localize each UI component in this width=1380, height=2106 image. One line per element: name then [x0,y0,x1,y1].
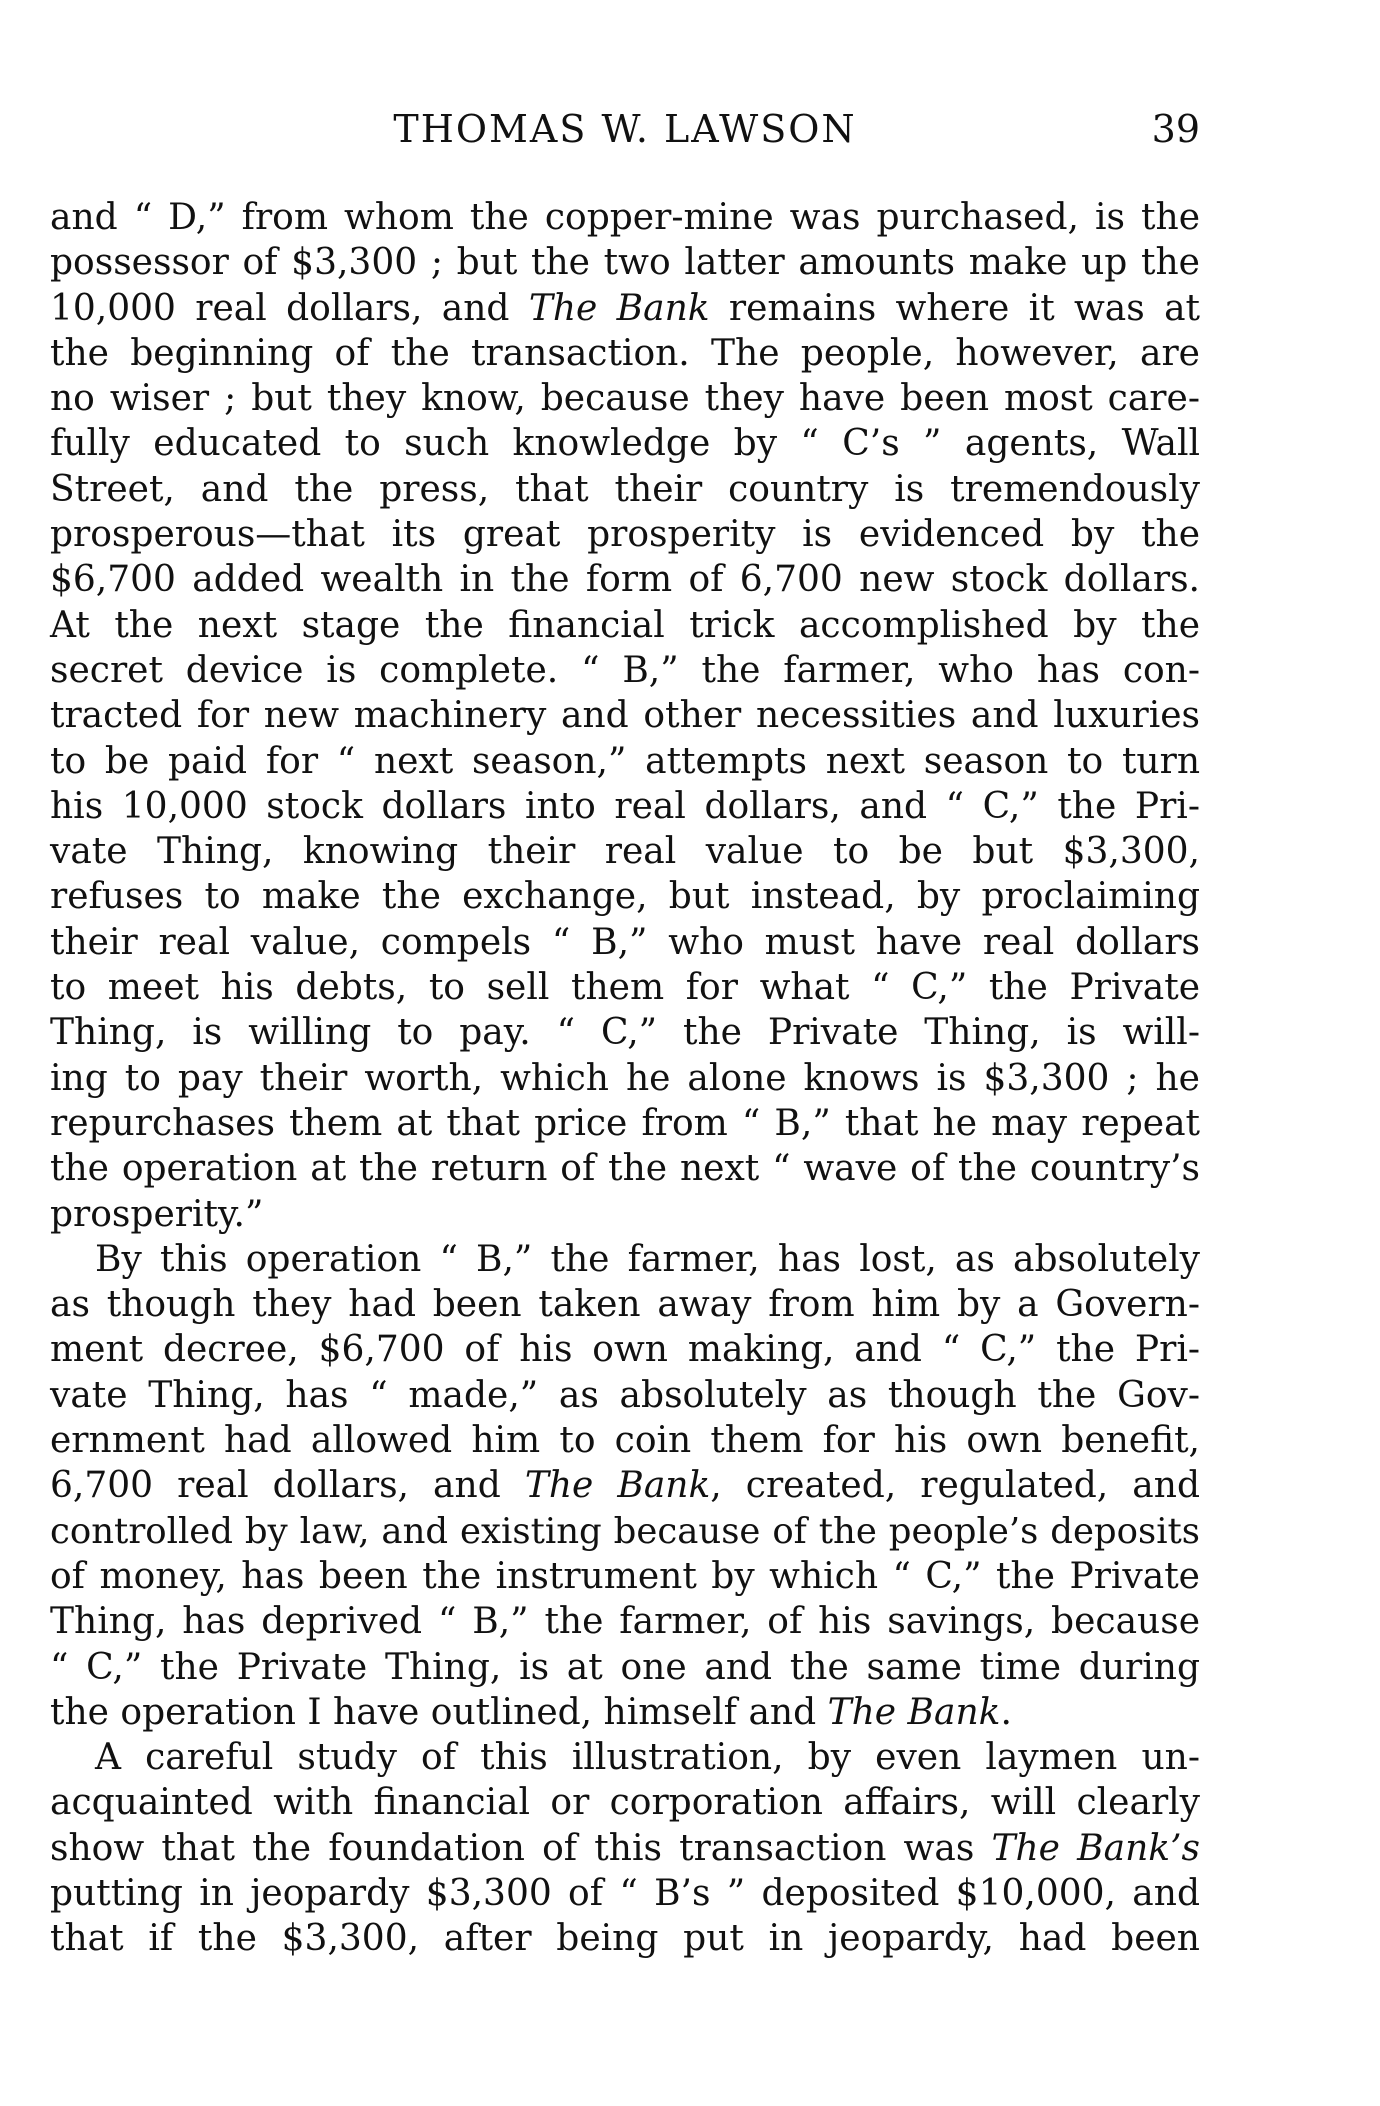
text-line: ment decree, $6,700 of his own making, and “ C,” the Pri- [50,1329,1200,1371]
text-line: 6,700 real dollars, and The Bank, created, regulated, and [50,1465,1200,1507]
text-line: $6,700 added wealth in the form of 6,700 new stock dollars. [50,559,1200,601]
body-text [50,195,1200,1962]
text-line: “ C,” the Private Thing, is at one and the same time during [50,1646,1200,1688]
text-line: to meet his debts, to sell them for what “ C,” the Private [50,967,1200,1009]
text-line: to be paid for “ next season,” attempts next season to turn [50,740,1200,782]
text-line: tracted for new machinery and other necessities and luxuries [50,695,1200,737]
text-line: Thing, is willing to pay. “ C,” the Private Thing, is will- [50,1012,1200,1054]
text-line: putting in jeopardy $3,300 of “ B’s ” deposited $10,000, and [50,1872,1200,1914]
text-line: show that the foundation of this transaction was The Bank’s [50,1827,1200,1869]
text-line: their real value, compels “ B,” who must have real dollars [50,921,1200,963]
text-line: repurchases them at that price from “ B,” that he may repeat [50,1102,1200,1144]
running-head [50,104,1200,154]
text-line: 10,000 real dollars, and The Bank remains where it was at [50,287,1200,329]
text-line: Thing, has deprived “ B,” the farmer, of his savings, because [50,1601,1200,1643]
text-line: fully educated to such knowledge by “ C’s ” agents, Wall [50,423,1200,465]
text-line: secret device is complete. “ B,” the farmer, who has con- [50,649,1200,691]
text-line: vate Thing, knowing their real value to be but $3,300, [50,831,1200,873]
text-line: controlled by law, and existing because of the people’s deposits [50,1510,1200,1552]
text-line: that if the $3,300, after being put in jeopardy, had been [50,1918,1200,1960]
text-line: ing to pay their worth, which he alone knows is $3,300 ; he [50,1057,1200,1099]
page-number: 39 [1151,107,1200,151]
running-title: THOMAS W. LAWSON [393,107,857,151]
paragraph-end-line: the operation I have outlined, himself and The Bank. [50,1691,1012,1733]
text-line: vate Thing, has “ made,” as absolutely as though the Gov- [50,1374,1200,1416]
text-line: ernment had allowed him to coin them for his own benefit, [50,1420,1200,1462]
text-line: Street, and the press, that their country is tremendously [50,468,1200,510]
paragraph-end-line: prosperity.” [50,1193,264,1235]
text-line: the beginning of the transaction. The people, however, are [50,332,1200,374]
text-line: acquainted with financial or corporation affairs, will clearly [50,1782,1200,1824]
text-line: as though they had been taken away from him by a Govern- [50,1284,1200,1326]
text-line: At the next stage the financial trick accomplished by the [50,604,1200,646]
paragraph-start-line: By this operation “ B,” the farmer, has lost, as absolutely [95,1238,1200,1280]
text-line: possessor of $3,300 ; but the two latter amounts make up the [50,242,1200,284]
text-line: prosperous—that its great prosperity is evidenced by the [50,514,1200,556]
text-line: his 10,000 stock dollars into real dollars, and “ C,” the Pri- [50,785,1200,827]
text-line: the operation at the return of the next “ wave of the country’s [50,1148,1200,1190]
text-line: of money, has been the instrument by which “ C,” the Private [50,1555,1200,1597]
text-line: no wiser ; but they know, because they have been most care- [50,378,1200,420]
text-line: and “ D,” from whom the copper-mine was purchased, is the [50,197,1200,238]
text-line: refuses to make the exchange, but instead, by proclaiming [50,876,1200,918]
paragraph-start-line: A careful study of this illustration, by even laymen un- [95,1737,1200,1779]
